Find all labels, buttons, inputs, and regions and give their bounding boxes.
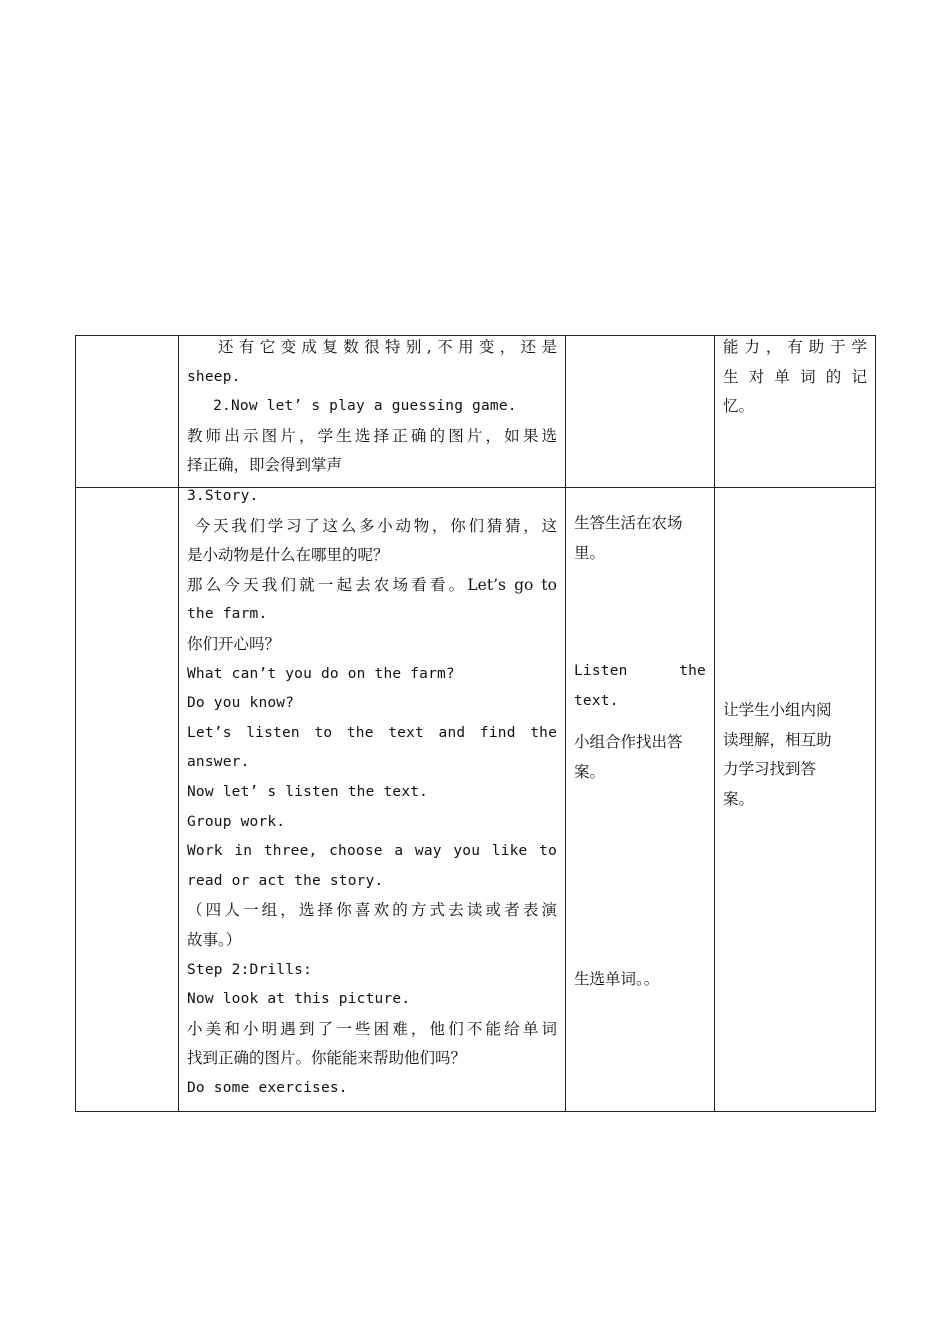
- teaching-process-cell: [179, 488, 566, 1112]
- text-line: 案。: [574, 762, 606, 781]
- step-cell: [76, 488, 179, 1112]
- text-line: Let’s listen to the text and find the: [187, 724, 557, 741]
- text-line: 是小动物是什么在哪里的呢？: [187, 546, 389, 565]
- text-line: 找到正确的图片。你能能来帮助他们吗？: [187, 1049, 467, 1068]
- text-line: the farm.: [187, 606, 268, 623]
- student-activity-cell: [566, 488, 715, 1112]
- text-line: Now look at this picture.: [187, 991, 411, 1008]
- text-line: 还有它变成复数很特别,不用变，还是: [218, 338, 557, 356]
- text-line: What can’t you do on the farm?: [187, 665, 455, 682]
- text-line: 让学生小组内阅: [723, 701, 832, 719]
- text-line: 教师出示图片，学生选择正确的图片，如果选: [187, 426, 557, 445]
- text-line: Listen the: [574, 662, 706, 679]
- table-row: [76, 488, 876, 1112]
- step-cell: [76, 336, 179, 488]
- text-line: 故事。）: [187, 930, 242, 949]
- text-line: 小组合作找出答: [574, 733, 683, 752]
- student-activity-cell: [566, 336, 715, 488]
- design-intent-cell: [715, 336, 876, 488]
- text-line: 2.Now let’ s play a guessing game.: [213, 398, 517, 415]
- text-line: 择正确，即会得到掌声: [187, 456, 343, 475]
- text-line: 生对单词的记: [723, 367, 867, 386]
- text-line: Now let’ s listen the text.: [187, 783, 429, 800]
- text-line: Group work.: [187, 813, 286, 830]
- text-line: text.: [574, 692, 619, 709]
- text-line: 能力，有助于学: [723, 338, 867, 356]
- text-line: 今天我们学习了这么多小动物，你们猜猜，这: [194, 516, 557, 535]
- text-line: 小美和小明遇到了一些困难，他们不能给单词: [187, 1019, 557, 1038]
- text-line: sheep.: [187, 368, 241, 385]
- table-row: [76, 336, 876, 488]
- text-line: 你们开心吗？: [187, 634, 281, 653]
- text-line: Work in three, choose a way you like to: [187, 843, 557, 860]
- text-line: 生答生活在农场: [574, 514, 683, 532]
- text-line: answer.: [187, 754, 250, 771]
- text-line: （四人一组，选择你喜欢的方式去读或者表演: [187, 901, 557, 920]
- text-line: 忆。: [723, 397, 755, 416]
- text-line: Step 2:Drills:: [187, 961, 313, 978]
- text-line: 生选单词。。: [574, 970, 660, 989]
- text-line: Do you know?: [187, 695, 295, 712]
- text-line: Do some exercises.: [187, 1079, 348, 1096]
- text-line: 读理解，相互助: [723, 730, 832, 749]
- text-line: 里。: [574, 543, 606, 562]
- text-line: 那么今天我们就一起去农场看看。Let’s go to: [187, 575, 557, 594]
- text-line: 力学习找到答: [723, 760, 817, 779]
- text-line: 案。: [723, 789, 755, 808]
- lesson-plan-table: [75, 335, 876, 1112]
- text-line: 3.Story.: [187, 488, 259, 504]
- design-intent-cell: [715, 488, 876, 1112]
- text-line: read or act the story.: [187, 872, 384, 889]
- teaching-process-cell: [179, 336, 566, 488]
